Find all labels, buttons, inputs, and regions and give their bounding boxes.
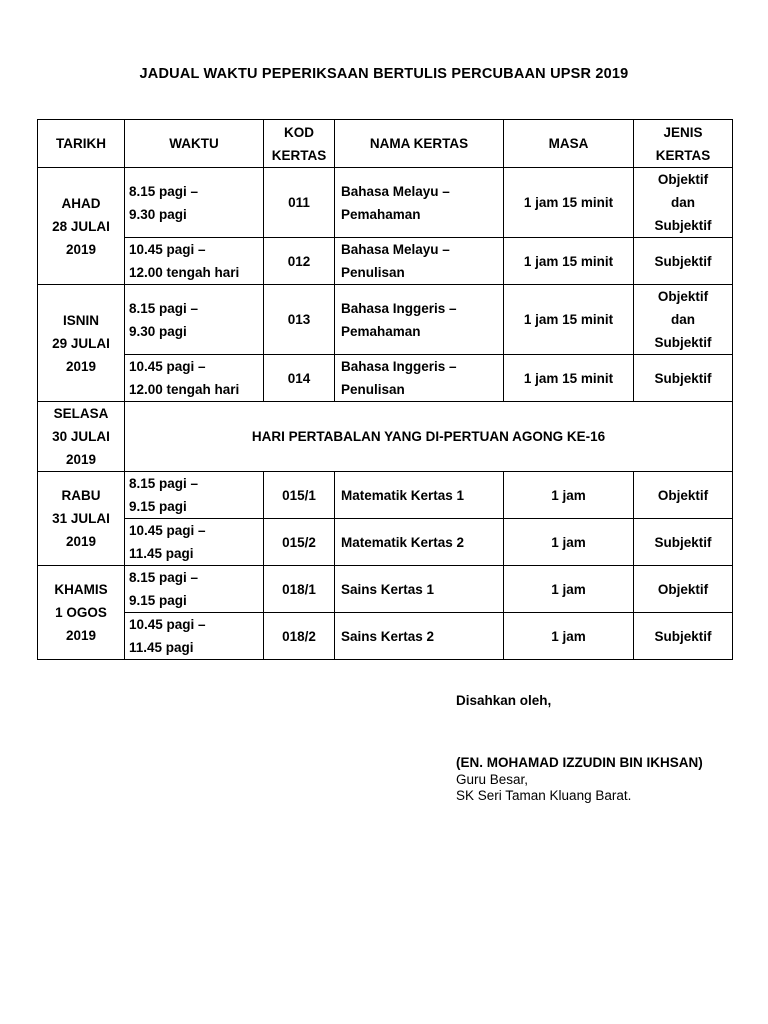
table-row	[38, 285, 733, 355]
masa-cell: 1 jam	[504, 519, 634, 566]
jenis-cell: Objektif	[634, 566, 733, 613]
table-row	[38, 613, 733, 660]
date-cell: ISNIN 29 JULAI 2019	[38, 285, 125, 402]
masa-cell: 1 jam 15 minit	[504, 168, 634, 238]
nama-cell: Bahasa Inggeris – Penulisan	[335, 355, 504, 402]
masa-cell: 1 jam	[504, 566, 634, 613]
masa-cell: 1 jam 15 minit	[504, 285, 634, 355]
header-jenis-kertas: JENIS KERTAS	[634, 120, 733, 168]
school-name: SK Seri Taman Kluang Barat.	[456, 788, 632, 803]
date-cell: KHAMIS 1 OGOS 2019	[38, 566, 125, 660]
masa-cell: 1 jam	[504, 613, 634, 660]
masa-cell: 1 jam	[504, 472, 634, 519]
document-title: JADUAL WAKTU PEPERIKSAAN BERTULIS PERCUBAAN UPSR 2019	[139, 66, 629, 82]
exam-schedule-table	[37, 119, 733, 660]
table-row	[38, 168, 733, 238]
header-kod-kertas: KOD KERTAS	[264, 120, 335, 168]
header-waktu: WAKTU	[125, 120, 264, 168]
kod-cell: 015/1	[264, 472, 335, 519]
nama-cell: Sains Kertas 1	[335, 566, 504, 613]
nama-cell: Sains Kertas 2	[335, 613, 504, 660]
date-cell: RABU 31 JULAI 2019	[38, 472, 125, 566]
jenis-cell: Subjektif	[634, 613, 733, 660]
waktu-cell: 8.15 pagi – 9.15 pagi	[125, 472, 264, 519]
date-cell: AHAD 28 JULAI 2019	[38, 168, 125, 285]
header-nama-kertas: NAMA KERTAS	[335, 120, 504, 168]
table-header-row	[38, 120, 733, 168]
header-tarikh: TARIKH	[38, 120, 125, 168]
kod-cell: 015/2	[264, 519, 335, 566]
signatory-name: (EN. MOHAMAD IZZUDIN BIN IKHSAN)	[456, 755, 703, 770]
jenis-cell: Subjektif	[634, 519, 733, 566]
date-cell: SELASA 30 JULAI 2019	[38, 402, 125, 472]
table-row	[38, 355, 733, 402]
confirmed-by-label: Disahkan oleh,	[456, 693, 552, 708]
nama-cell: Bahasa Melayu – Penulisan	[335, 238, 504, 285]
masa-cell: 1 jam 15 minit	[504, 238, 634, 285]
signatory-position: Guru Besar,	[456, 772, 529, 787]
kod-cell: 012	[264, 238, 335, 285]
nama-cell: Matematik Kertas 1	[335, 472, 504, 519]
jenis-cell: Objektif dan Subjektif	[634, 285, 733, 355]
table-row	[38, 566, 733, 613]
masa-cell: 1 jam 15 minit	[504, 355, 634, 402]
header-masa: MASA	[504, 120, 634, 168]
kod-cell: 018/1	[264, 566, 335, 613]
kod-cell: 018/2	[264, 613, 335, 660]
kod-cell: 011	[264, 168, 335, 238]
waktu-cell: 8.15 pagi – 9.30 pagi	[125, 285, 264, 355]
nama-cell: Bahasa Inggeris – Pemahaman	[335, 285, 504, 355]
waktu-cell: 10.45 pagi – 11.45 pagi	[125, 613, 264, 660]
waktu-cell: 8.15 pagi – 9.30 pagi	[125, 168, 264, 238]
nama-cell: Matematik Kertas 2	[335, 519, 504, 566]
waktu-cell: 10.45 pagi – 11.45 pagi	[125, 519, 264, 566]
waktu-cell: 10.45 pagi – 12.00 tengah hari	[125, 238, 264, 285]
table-row	[38, 519, 733, 566]
jenis-cell: Objektif	[634, 472, 733, 519]
table-row	[38, 238, 733, 285]
kod-cell: 014	[264, 355, 335, 402]
table-row	[38, 472, 733, 519]
waktu-cell: 10.45 pagi – 12.00 tengah hari	[125, 355, 264, 402]
holiday-row	[38, 402, 733, 472]
holiday-text: HARI PERTABALAN YANG DI-PERTUAN AGONG KE-16	[125, 402, 733, 472]
jenis-cell: Objektif dan Subjektif	[634, 168, 733, 238]
jenis-cell: Subjektif	[634, 355, 733, 402]
nama-cell: Bahasa Melayu – Pemahaman	[335, 168, 504, 238]
waktu-cell: 8.15 pagi – 9.15 pagi	[125, 566, 264, 613]
jenis-cell: Subjektif	[634, 238, 733, 285]
kod-cell: 013	[264, 285, 335, 355]
